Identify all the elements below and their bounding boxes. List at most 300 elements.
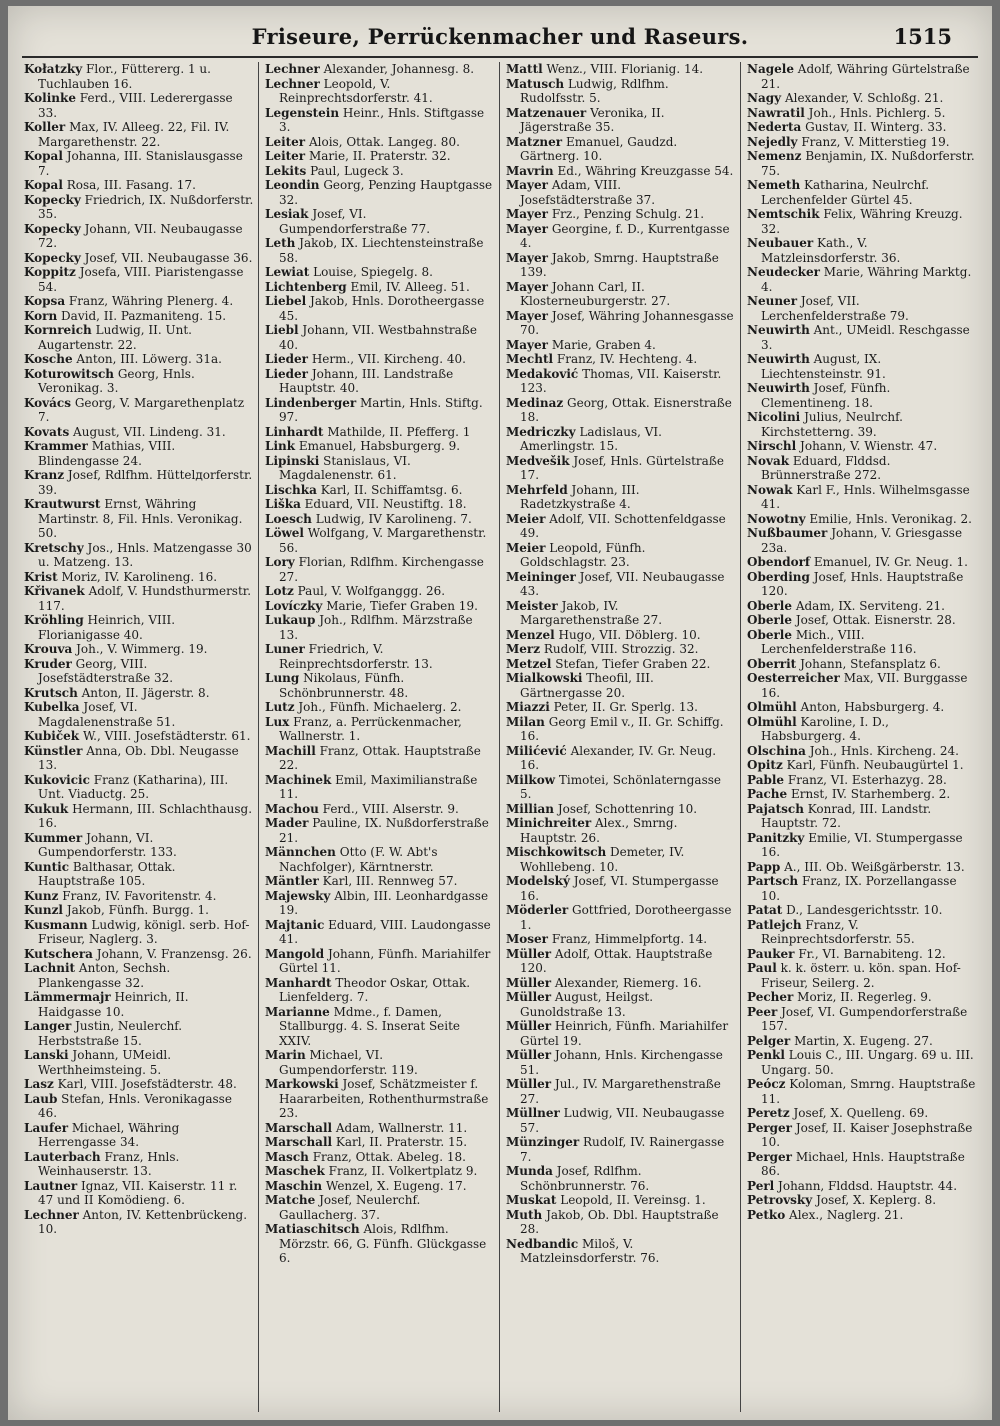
- entry-name: Maschek: [265, 1164, 325, 1178]
- entry-name: Marin: [265, 1048, 306, 1062]
- entry-name: Krautwurst: [24, 497, 101, 511]
- entry-details: Franz, IV. Favoritenstr. 4.: [62, 888, 217, 903]
- entry-details: Moriz, IV. Karolineng. 16.: [61, 569, 218, 584]
- directory-entry: [24, 439, 254, 468]
- entry-details: Mdme., f. Damen, Stallburgg. 4. S. Inserat Seite XXIV.: [279, 1004, 461, 1048]
- directory-entry: [506, 106, 736, 135]
- entry-details: Rudolf, IV. Rainergasse 7.: [520, 1135, 725, 1164]
- directory-entry: [265, 526, 495, 555]
- entry-name: Marschall: [265, 1120, 333, 1135]
- directory-entry: [506, 642, 736, 657]
- entry-details: Marie, Währing Marktg. 4.: [761, 265, 972, 294]
- entry-name: Lotz: [265, 584, 294, 598]
- entry-details: Louise, Spiegelg. 8.: [313, 265, 433, 279]
- entry-details: Jakob, Smrng. Hauptstraße 139.: [520, 250, 719, 279]
- directory-entry: [506, 1237, 736, 1266]
- entry-details: Nikolaus, Fünfh. Schönbrunnerstr. 48.: [279, 671, 409, 700]
- entry-details: Emil, IV. Alleeg. 51.: [350, 279, 470, 294]
- entry-details: Rudolf, VIII. Strozzig. 32.: [543, 642, 699, 656]
- directory-entry: [265, 236, 495, 265]
- entry-name: Paul: [747, 961, 777, 975]
- entry-details: Georg, VIII. Josefstädterstraße 32.: [38, 656, 174, 685]
- directory-entry: [24, 947, 254, 962]
- directory-entry: [747, 1179, 977, 1194]
- directory-entry: [747, 1077, 977, 1106]
- directory-entry: [265, 323, 495, 352]
- directory-entry: [506, 1135, 736, 1164]
- directory-entry: [747, 947, 977, 962]
- entry-name: Penkl: [747, 1048, 785, 1062]
- directory-entry: [506, 62, 736, 77]
- entry-details: Joh., Hnls. Kircheng. 24.: [809, 743, 959, 758]
- entry-name: Manhardt: [265, 975, 332, 990]
- entry-details: Franz, V. Reinprechtsdorferstr. 55.: [761, 917, 915, 946]
- entry-details: Koloman, Smrng. Hauptstraße 11.: [761, 1077, 976, 1106]
- directory-entry: [24, 686, 254, 701]
- entry-name: Müllner: [506, 1106, 560, 1120]
- directory-entry: [747, 91, 977, 106]
- header-rule: [22, 56, 978, 58]
- entry-details: Johann, Hnls. Kirchengasse 51.: [520, 1048, 723, 1077]
- entry-name: Möderler: [506, 903, 569, 917]
- entry-details: Demeter, IV. Wohllebeng. 10.: [520, 845, 685, 874]
- entry-details: Josef, Währing Johannesgasse 70.: [520, 308, 734, 337]
- directory-entry: [747, 1208, 977, 1223]
- entry-name: Kornreich: [24, 323, 92, 337]
- entry-details: Josef, Hnls. Hauptstraße 120.: [761, 569, 964, 598]
- entry-name: Liebl: [265, 323, 299, 337]
- entry-details: Ed., Währing Kreuzgasse 54.: [557, 163, 734, 178]
- entry-details: Joh., Fünfh. Michaelerg. 2.: [298, 700, 462, 714]
- entry-name: Münzinger: [506, 1135, 580, 1149]
- entry-details: Karl, II. Praterstr. 15.: [335, 1135, 468, 1149]
- directory-entry: [24, 990, 254, 1019]
- entry-details: Franz (Katharina), III. Unt. Viaductg. 25.: [38, 772, 229, 801]
- directory-entry: [506, 207, 736, 222]
- directory-entry: [506, 816, 736, 845]
- entry-details: Heinrich, Fünfh. Mariahilfer Gürtel 19.: [520, 1019, 729, 1048]
- entry-name: Petrovsky: [747, 1193, 813, 1207]
- directory-entry: [506, 700, 736, 715]
- directory-entry: [747, 628, 977, 657]
- entry-details: Ignaz, VII. Kaiserstr. 11 r. 47 und II Komödieng. 6.: [38, 1178, 238, 1207]
- entry-details: Fr., VI. Barnabiteng. 12.: [798, 946, 946, 961]
- entry-name: Matzenauer: [506, 105, 587, 120]
- entry-name: Nejedly: [747, 134, 798, 149]
- directory-entry: [24, 396, 254, 425]
- entry-details: Jos., Hnls. Matzengasse 30 u. Matzeng. 13.: [38, 540, 252, 569]
- entry-name: Lechner: [24, 1207, 79, 1222]
- entry-details: Josef, Fünfh. Clementineng. 18.: [761, 381, 891, 410]
- entry-name: Liška: [265, 497, 301, 511]
- entry-details: Johann, III. Radetzkystraße 4.: [520, 482, 640, 511]
- directory-entry: [265, 106, 495, 135]
- entry-details: Josef, Rdlfhm. Hüttelдorferstr. 39.: [38, 468, 253, 497]
- entry-name: Nowotny: [747, 511, 806, 526]
- entry-name: Mayer: [506, 279, 548, 294]
- directory-entry: [506, 309, 736, 338]
- entry-name: Link: [265, 439, 296, 453]
- entry-name: Kopecky: [24, 192, 81, 207]
- directory-entry: [265, 439, 495, 454]
- entry-name: Lovíczky: [265, 598, 323, 613]
- entry-name: Menzel: [506, 627, 555, 642]
- entry-name: Patat: [747, 903, 783, 917]
- directory-entry: [506, 454, 736, 483]
- directory-entry: [265, 976, 495, 1005]
- entry-details: Georg, Hnls. Veronikag. 3.: [38, 366, 195, 395]
- entry-name: Lieder: [265, 352, 308, 366]
- entry-details: Ferd., VIII. Lederergasse 33.: [38, 91, 233, 120]
- entry-name: Pauker: [747, 946, 795, 961]
- entry-name: Neuner: [747, 294, 798, 308]
- entry-details: Flor., Füttererg. 1 u. Tuchlauben 16.: [38, 62, 211, 91]
- entry-details: Konrad, III. Landstr. Hauptstr. 72.: [761, 801, 932, 830]
- entry-name: Matiaschitsch: [265, 1222, 360, 1236]
- entry-details: Jakob, IX. Liechtensteinstraße 58.: [279, 236, 484, 265]
- entry-name: Markowski: [265, 1077, 339, 1091]
- directory-entry: [265, 367, 495, 396]
- entry-details: Heinrich, II. Haidgasse 10.: [38, 990, 189, 1019]
- directory-columns: [24, 62, 986, 1412]
- entry-name: Kunz: [24, 888, 59, 903]
- entry-name: Kruder: [24, 656, 72, 671]
- directory-entry: [747, 802, 977, 831]
- entry-name: Olschina: [747, 743, 806, 758]
- directory-entry: [747, 990, 977, 1005]
- entry-details: Gustav, II. Winterg. 33.: [805, 120, 947, 134]
- entry-name: Kummer: [24, 830, 83, 845]
- entry-details: Ladislaus, VI. Amerlingstr. 15.: [520, 424, 662, 453]
- entry-name: Křivanek: [24, 584, 85, 598]
- directory-entry: [265, 918, 495, 947]
- directory-entry: [265, 1222, 495, 1266]
- entry-details: Louis C., III. Ungarg. 69 u. III. Ungarg. 50.: [761, 1048, 974, 1077]
- directory-entry: [265, 889, 495, 918]
- directory-entry: [265, 816, 495, 845]
- entry-name: Milan: [506, 714, 545, 729]
- directory-entry: [747, 352, 977, 381]
- entry-name: Opitz: [747, 758, 783, 772]
- directory-entry: [24, 497, 254, 541]
- entry-details: Veronika, II. Jägerstraße 35.: [520, 105, 665, 134]
- directory-entry: [747, 149, 977, 178]
- entry-name: Loesch: [265, 511, 312, 526]
- entry-details: Ant., UMeidl. Reschgasse 3.: [761, 323, 970, 352]
- directory-entry: [265, 1048, 495, 1077]
- entry-details: Benjamin, IX. Nußdorferstr. 75.: [761, 149, 975, 178]
- directory-entry: [24, 860, 254, 889]
- directory-entry: [265, 802, 495, 817]
- entry-name: Kopal: [24, 149, 63, 163]
- entry-details: Josef, II. Kaiser Josephstraße 10.: [761, 1120, 973, 1149]
- directory-entry: [24, 149, 254, 178]
- entry-details: Eduard, Flddsd. Brünnerstraße 272.: [761, 453, 891, 482]
- entry-name: Matche: [265, 1193, 316, 1207]
- directory-entry: [265, 1164, 495, 1179]
- entry-details: Rosa, III. Fasang. 17.: [66, 178, 196, 192]
- entry-details: Pauline, IX. Nußdorferstraße 21.: [279, 816, 489, 845]
- entry-name: Nemenz: [747, 149, 802, 163]
- entry-details: Alexander, Riemerg. 16.: [554, 975, 702, 990]
- entry-details: Joh., Rdlfhm. Märzstraße 13.: [279, 613, 473, 642]
- entry-name: Kusmann: [24, 917, 88, 932]
- entry-name: Nagele: [747, 62, 794, 76]
- entry-details: Georgine, f. D., Kurrentgasse 4.: [520, 221, 730, 250]
- directory-entry: [24, 831, 254, 860]
- directory-page: [8, 6, 992, 1420]
- directory-entry: [265, 512, 495, 527]
- entry-name: Oberle: [747, 627, 792, 642]
- directory-entry: [24, 1121, 254, 1150]
- directory-entry: [265, 845, 495, 874]
- entry-name: Medvešik: [506, 453, 570, 468]
- entry-name: Leth: [265, 236, 296, 250]
- entry-details: Josef, VII. Neubaugasse 43.: [520, 569, 725, 598]
- entry-details: Alois, Rdlfhm. Mörzstr. 66, G. Fünfh. Glückgasse 6.: [279, 1222, 487, 1265]
- entry-details: Wenzel, X. Eugeng. 17.: [325, 1178, 467, 1193]
- entry-name: Obendorf: [747, 555, 811, 569]
- directory-entry: [265, 164, 495, 179]
- entry-name: Peócz: [747, 1077, 786, 1091]
- column-1: [24, 62, 259, 1412]
- directory-entry: [506, 976, 736, 991]
- entry-name: Neuwirth: [747, 323, 810, 337]
- entry-details: Leopold, Fünfh. Goldschlagstr. 23.: [520, 540, 646, 569]
- directory-entry: [747, 526, 977, 555]
- entry-name: Mader: [265, 816, 309, 830]
- entry-details: Jakob, IV. Margarethenstraße 27.: [520, 598, 663, 627]
- directory-entry: [747, 758, 977, 773]
- entry-details: Josef, X. Keplerg. 8.: [816, 1193, 937, 1207]
- entry-name: Mavrin: [506, 163, 554, 178]
- entry-details: Georg, V. Margarethenplatz 7.: [38, 395, 245, 424]
- entry-name: Nemtschik: [747, 207, 820, 221]
- entry-details: Ludwig, IV Karolineng. 7.: [315, 511, 472, 526]
- entry-details: Josef, VII. Lerchenfelderstraße 79.: [761, 294, 909, 323]
- column-3: [506, 62, 741, 1412]
- entry-name: Lipinski: [265, 453, 320, 468]
- entry-name: Korn: [24, 308, 58, 323]
- running-title: Friseure, Perrückenmacher und Raseurs.: [251, 24, 749, 49]
- entry-name: Kutschera: [24, 946, 93, 961]
- entry-name: Nagy: [747, 91, 782, 105]
- entry-name: Metzel: [506, 656, 552, 671]
- directory-entry: [24, 1092, 254, 1121]
- entry-details: Katharina, Neulrchf. Lerchenfelder Gürtel 45.: [761, 178, 930, 207]
- entry-name: Mayer: [506, 250, 548, 265]
- entry-details: Georg, Penzing Hauptgasse 32.: [279, 178, 493, 207]
- entry-details: Eduard, VIII. Laudongasse 41.: [279, 917, 491, 946]
- directory-entry: [747, 381, 977, 410]
- directory-entry: [24, 613, 254, 642]
- entry-name: Löwel: [265, 526, 304, 540]
- directory-entry: [265, 584, 495, 599]
- entry-name: Kubiček: [24, 729, 80, 743]
- directory-entry: [265, 135, 495, 150]
- entry-name: Mattl: [506, 62, 543, 76]
- entry-name: Mäntler: [265, 874, 319, 888]
- directory-entry: [265, 715, 495, 744]
- directory-entry: [506, 990, 736, 1019]
- entry-name: Perger: [747, 1120, 793, 1135]
- entry-details: Paul, Lugeck 3.: [310, 163, 404, 178]
- entry-details: August, IX. Liechtensteinstr. 91.: [761, 352, 886, 381]
- directory-entry: [265, 178, 495, 207]
- entry-details: Anton, II. Jägerstr. 8.: [81, 685, 210, 700]
- entry-details: Anton, Sechsh. Plankengasse 32.: [38, 961, 171, 990]
- entry-details: Eduard, VII. Neustiftg. 18.: [304, 497, 467, 511]
- entry-name: Leiter: [265, 149, 306, 163]
- entry-details: Josefa, VIII. Piaristengasse 54.: [38, 265, 244, 294]
- page-header: [8, 24, 992, 58]
- entry-name: Lichtenberg: [265, 279, 347, 294]
- entry-name: Mialkowski: [506, 671, 583, 685]
- entry-details: Michael, VI. Gumpendorferstr. 119.: [279, 1048, 418, 1077]
- entry-details: D., Landesgerichtsstr. 10.: [786, 903, 943, 917]
- directory-entry: [506, 671, 736, 700]
- directory-entry: [506, 512, 736, 541]
- entry-details: Emilie, VI. Stumpergasse 16.: [761, 830, 963, 859]
- directory-entry: [506, 135, 736, 164]
- entry-name: Lindenberger: [265, 395, 357, 410]
- entry-details: Gottfried, Dorotheergasse 1.: [520, 903, 732, 932]
- directory-entry: [24, 62, 254, 91]
- entry-details: Josef, X. Quelleng. 69.: [793, 1106, 929, 1120]
- entry-name: Lechner: [265, 76, 320, 91]
- directory-entry: [747, 599, 977, 614]
- directory-entry: [265, 1150, 495, 1165]
- directory-entry: [265, 454, 495, 483]
- directory-entry: [24, 584, 254, 613]
- entry-name: Müller: [506, 1048, 552, 1062]
- entry-details: Alexander, V. Schloßg. 21.: [784, 91, 944, 105]
- directory-entry: [24, 918, 254, 947]
- directory-entry: [265, 352, 495, 367]
- directory-entry: [24, 91, 254, 120]
- entry-details: Joh., V. Wimmerg. 19.: [76, 642, 208, 656]
- directory-entry: [265, 874, 495, 889]
- directory-entry: [506, 599, 736, 628]
- entry-name: Meier: [506, 511, 546, 526]
- entry-details: Balthasar, Ottak. Hauptstraße 105.: [38, 859, 176, 888]
- directory-entry: [747, 483, 977, 512]
- entry-name: Lieder: [265, 366, 308, 381]
- entry-details: Max, IV. Alleeg. 22, Fil. IV. Margarethenstr. 22.: [38, 120, 230, 149]
- entry-details: Alexander, Johannesg. 8.: [323, 62, 475, 76]
- entry-details: August, VII. Lindeng. 31.: [73, 424, 226, 439]
- directory-entry: [506, 164, 736, 179]
- directory-entry: [265, 425, 495, 440]
- directory-entry: [506, 802, 736, 817]
- entry-name: Liebel: [265, 294, 307, 308]
- entry-name: Milićević: [506, 743, 567, 758]
- entry-name: Neubauer: [747, 236, 814, 250]
- entry-name: Nirschl: [747, 439, 797, 453]
- entry-name: Nußbaumer: [747, 526, 828, 540]
- entry-name: Partsch: [747, 874, 799, 888]
- entry-name: Mischkowitsch: [506, 845, 607, 859]
- entry-name: Miazzi: [506, 700, 550, 714]
- entry-name: Lung: [265, 671, 300, 685]
- entry-name: Koppitz: [24, 265, 76, 279]
- entry-name: Oberle: [747, 598, 792, 613]
- entry-details: Ludwig, königl. serb. Hof-Friseur, Naglerg. 3.: [38, 917, 250, 946]
- directory-entry: [747, 454, 977, 483]
- entry-details: Josef, VI. Stumpergasse 16.: [520, 874, 719, 903]
- entry-details: Johann, Flddsd. Hauptstr. 44.: [778, 1178, 958, 1193]
- entry-details: Marie, II. Praterstr. 32.: [308, 149, 451, 163]
- directory-entry: [24, 1019, 254, 1048]
- directory-entry: [24, 309, 254, 324]
- entry-details: Johann, UMeidl. Werthheimsteing. 5.: [38, 1048, 172, 1077]
- directory-entry: [506, 1106, 736, 1135]
- entry-name: Lukaup: [265, 613, 316, 627]
- entry-name: Merz: [506, 642, 541, 656]
- entry-details: Mathilde, II. Pfefferg. 1: [327, 424, 471, 439]
- entry-details: Franz, Ottak. Abeleg. 18.: [312, 1149, 466, 1164]
- entry-details: Kath., V. Matzleinsdorferstr. 36.: [761, 236, 901, 265]
- directory-entry: [747, 1106, 977, 1121]
- directory-entry: [265, 265, 495, 280]
- entry-details: Adam, VIII. Josefstädterstraße 37.: [520, 178, 656, 207]
- entry-details: Paul, V. Wolfganggg. 26.: [297, 584, 446, 598]
- directory-entry: [24, 294, 254, 309]
- entry-name: Lewiat: [265, 265, 310, 279]
- entry-details: Alex., Smrng. Hauptstr. 26.: [520, 816, 678, 845]
- directory-entry: [265, 947, 495, 976]
- entry-details: Franz, Ottak. Hauptstraße 22.: [279, 743, 481, 772]
- entry-name: Neudecker: [747, 265, 820, 279]
- entry-name: Mechtl: [506, 352, 554, 366]
- entry-details: Moriz, II. Regerleg. 9.: [797, 990, 932, 1004]
- entry-details: Jakob, Hnls. Dorotheergasse 45.: [279, 294, 485, 323]
- entry-details: Friedrich, IX. Nußdorferstr. 35.: [38, 192, 254, 221]
- entry-name: Nawratil: [747, 105, 805, 120]
- entry-details: Julius, Neulrchf. Kirchstetterng. 39.: [761, 410, 903, 439]
- entry-name: Kubelka: [24, 700, 80, 714]
- entry-name: Pelger: [747, 1033, 791, 1048]
- entry-details: Johann, VII. Westbahnstraße 40.: [279, 323, 477, 352]
- entry-name: Kosche: [24, 352, 73, 366]
- entry-name: Müller: [506, 1077, 552, 1091]
- directory-entry: [747, 671, 977, 700]
- directory-entry: [747, 961, 977, 990]
- entry-name: Nedbandic: [506, 1236, 579, 1251]
- entry-details: Emil, Maximilianstraße 11.: [279, 772, 478, 801]
- directory-entry: [747, 874, 977, 903]
- directory-entry: [747, 135, 977, 150]
- directory-entry: [265, 599, 495, 614]
- directory-entry: [24, 251, 254, 266]
- directory-entry: [24, 1077, 254, 1092]
- directory-entry: [506, 773, 736, 802]
- entry-details: Emanuel, IV. Gr. Neug. 1.: [813, 555, 968, 569]
- entry-name: Lechner: [265, 62, 320, 76]
- entry-name: Männchen: [265, 845, 336, 859]
- entry-details: Mich., VIII. Lerchenfelderstraße 116.: [761, 627, 917, 656]
- entry-name: Lachnit: [24, 961, 76, 975]
- entry-name: Modelský: [506, 874, 570, 888]
- directory-entry: [506, 1077, 736, 1106]
- directory-entry: [747, 860, 977, 875]
- directory-entry: [506, 845, 736, 874]
- directory-entry: [506, 570, 736, 599]
- entry-details: Josef, VI. Gumpendorferstraße 157.: [761, 1004, 968, 1033]
- entry-details: Alex., Naglerg. 21.: [789, 1207, 904, 1222]
- entry-name: Laub: [24, 1091, 58, 1106]
- entry-details: Stefan, Tiefer Graben 22.: [555, 656, 711, 671]
